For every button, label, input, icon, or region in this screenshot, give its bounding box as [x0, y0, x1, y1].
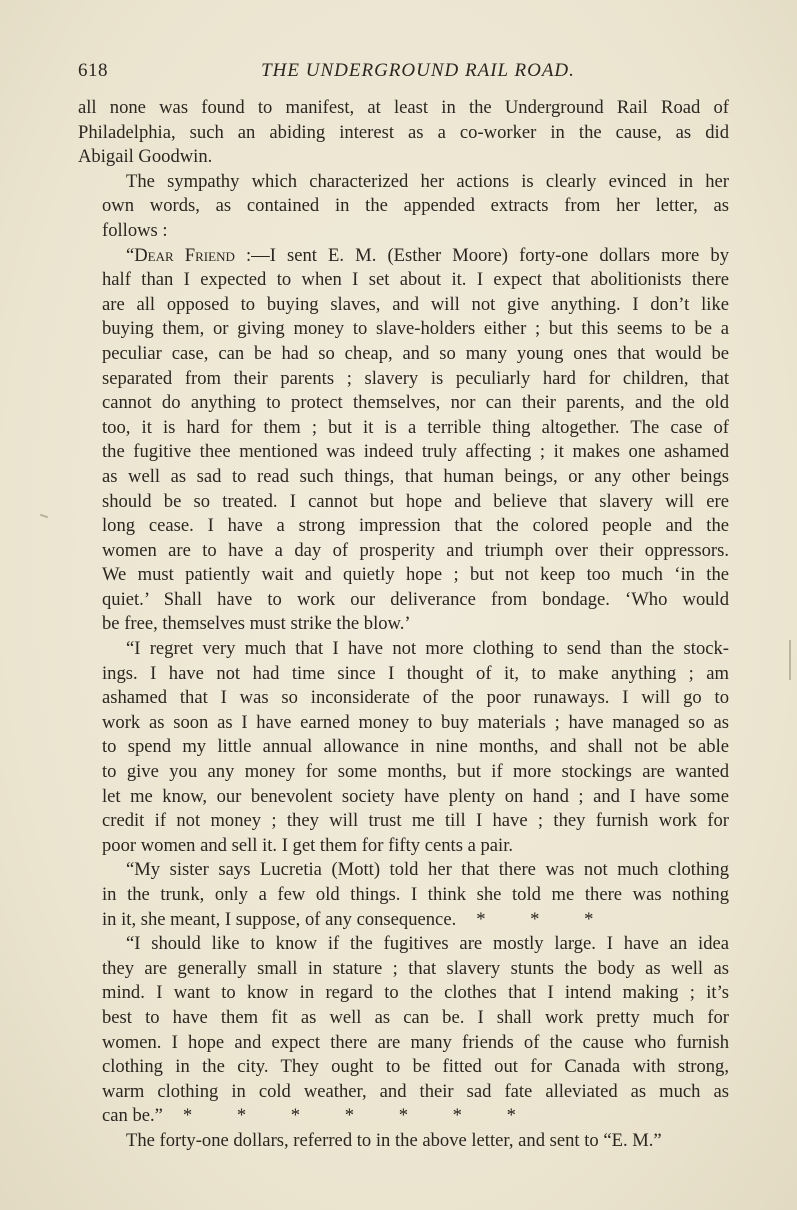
line-text: all none was found to manifest, at least in the Underground Rail Road of — [78, 97, 729, 118]
text-line — [78, 760, 729, 785]
paragraph — [78, 932, 729, 1129]
text-line — [78, 490, 729, 515]
paragraph — [78, 637, 729, 858]
text-line — [78, 932, 729, 957]
text-line — [78, 1080, 729, 1105]
line-text: to spend my little annual allowance in nine months, and shall not be able — [102, 736, 729, 758]
text-line — [78, 1104, 729, 1129]
text-line — [78, 194, 729, 219]
line-text: in the trunk, only a few old things. I think she told me there was nothing — [102, 884, 729, 905]
text-line — [78, 735, 729, 760]
line-text: can be.” — [102, 1105, 163, 1127]
line-text: The forty-one dollars, referred to in the above letter, and sent to “E. M.” — [126, 1129, 662, 1151]
line-text: women are to have a day of prosperity and triumph over their oppressors. — [102, 539, 729, 561]
line-text: quiet.’ Shall have to work our deliverance from bondage. ‘Who would — [102, 588, 729, 610]
line-text: to give you any money for some months, but if more stockings are wanted — [102, 761, 729, 783]
line-text: half than I expected to when I set about it. I expect that abolitionists there — [102, 269, 729, 291]
text-line — [78, 539, 729, 564]
line-text: should be so treated. I cannot but hope and believe that slavery will ere — [102, 490, 729, 512]
text-line — [78, 1031, 729, 1056]
text-line — [78, 711, 729, 736]
text-line — [78, 883, 729, 908]
text-line — [78, 981, 729, 1006]
line-text: follows : — [102, 219, 168, 241]
text-line — [78, 957, 729, 982]
line-text: as well as sad to read such things, that human beings, or any other beings — [102, 465, 729, 487]
line-text: Philadelphia, such an abiding interest as a co-worker in the cause, as did — [78, 121, 729, 143]
text-line — [78, 145, 729, 170]
text-line — [78, 686, 729, 711]
line-text: they are generally small in stature ; that slavery stunts the body as well as — [102, 957, 729, 979]
text-line — [78, 170, 729, 195]
text-line — [78, 244, 729, 269]
text-line — [78, 416, 729, 441]
line-text: “I should like to know if the fugitives are mostly large. I have an idea — [126, 933, 729, 955]
text-line — [78, 391, 729, 416]
text-line — [78, 612, 729, 637]
line-text: separated from their parents ; slavery is peculiarly hard for children, that — [102, 367, 729, 389]
line-text: women. I hope and expect there are many friends of the cause who furnish — [102, 1031, 729, 1053]
ellipsis-stars: * * * * * * * — [182, 1105, 516, 1127]
page-body-text — [78, 96, 729, 1154]
line-text: “I regret very much that I have not more clothing to send than the stock- — [126, 638, 729, 660]
paragraph — [78, 96, 729, 170]
text-line — [78, 268, 729, 293]
text-line — [78, 465, 729, 490]
text-line — [78, 834, 729, 859]
line-text: warm clothing in cold weather, and their sad fate alleviated as much as — [102, 1080, 729, 1102]
line-text: poor women and sell it. I get them for fifty cents a pair. — [102, 834, 514, 856]
paragraph — [78, 170, 729, 244]
line-text: Abigail Goodwin. — [78, 146, 213, 168]
text-line — [78, 1055, 729, 1080]
text-line — [78, 514, 729, 539]
page-number: 618 — [78, 60, 108, 81]
line-text: “My sister says Lucretia (Mott) told her that there was not much clothing — [126, 859, 729, 881]
line-text: mind. I want to know in regard to the clothes that I intend making ; it’s — [102, 982, 729, 1004]
text-line — [78, 637, 729, 662]
text-line — [78, 342, 729, 367]
text-line — [78, 1006, 729, 1031]
paragraph — [78, 858, 729, 932]
page-edge-mark — [789, 640, 791, 680]
text-line — [78, 440, 729, 465]
text-line — [78, 293, 729, 318]
line-text: are all opposed to buying slaves, and will not give anything. I don’t like — [102, 293, 729, 315]
line-text: ashamed that I was so inconsiderate of the poor runaways. I will go to — [102, 687, 729, 709]
line-text: in it, she meant, I suppose, of any consequence. — [102, 908, 457, 930]
running-head: THE UNDERGROUND RAIL ROAD. — [261, 60, 575, 81]
line-text: credit if not money ; they will trust me till I have ; they furnish work for — [102, 810, 729, 832]
line-text: too, it is hard for them ; but it is a terrible thing altogether. The case of — [102, 416, 729, 438]
line-text: The sympathy which characterized her actions is clearly evinced in her — [126, 170, 729, 192]
text-line — [78, 588, 729, 613]
paragraph — [78, 1129, 729, 1154]
text-line — [78, 563, 729, 588]
line-text: be free, themselves must strike the blow.’ — [102, 613, 411, 635]
line-text: long cease. I have a strong impression that the colored people and the — [102, 515, 729, 537]
line-text: work as soon as I have earned money to buy materials ; have managed so as — [102, 711, 729, 733]
text-line — [78, 121, 729, 146]
line-text: clothing in the city. They ought to be fitted out for Canada with strong, — [102, 1056, 729, 1078]
text-line — [78, 809, 729, 834]
line-text: ings. I have not had time since I thought of it, to make anything ; am — [102, 662, 729, 684]
text-line — [78, 219, 729, 244]
text-line — [78, 1129, 729, 1154]
page-header — [78, 60, 728, 90]
paragraph — [78, 244, 729, 638]
text-line — [78, 367, 729, 392]
text-line — [78, 785, 729, 810]
ellipsis-stars: * * * — [476, 908, 594, 930]
line-text: own words, as contained in the appended extracts from her letter, as — [102, 195, 729, 217]
margin-pencil-mark — [40, 514, 48, 519]
line-text: the fugitive thee mentioned was indeed truly affecting ; it makes one ashamed — [102, 441, 729, 463]
line-text: let me know, our benevolent society have plenty on hand ; and I have some — [102, 785, 729, 807]
text-line — [78, 858, 729, 883]
line-text: buying them, or giving money to slave-holders either ; but this seems to be a — [102, 318, 729, 340]
text-line — [78, 662, 729, 687]
text-line — [78, 908, 729, 933]
line-text: best to have them fit as well as can be. I shall work pretty much for — [102, 1006, 729, 1028]
line-text: peculiar case, can be had so cheap, and so many young ones that would be — [102, 342, 729, 364]
text-line — [78, 317, 729, 342]
line-text: We must patiently wait and quietly hope ; but not keep too much ‘in the — [102, 564, 729, 586]
letter-salutation: “Dear Friend — [126, 244, 235, 266]
text-line — [78, 96, 729, 121]
line-text: cannot do anything to protect themselves, nor can their parents, and the old — [102, 392, 729, 414]
line-text: :—I sent E. M. (Esther Moore) forty-one dollars more by — [234, 244, 729, 266]
